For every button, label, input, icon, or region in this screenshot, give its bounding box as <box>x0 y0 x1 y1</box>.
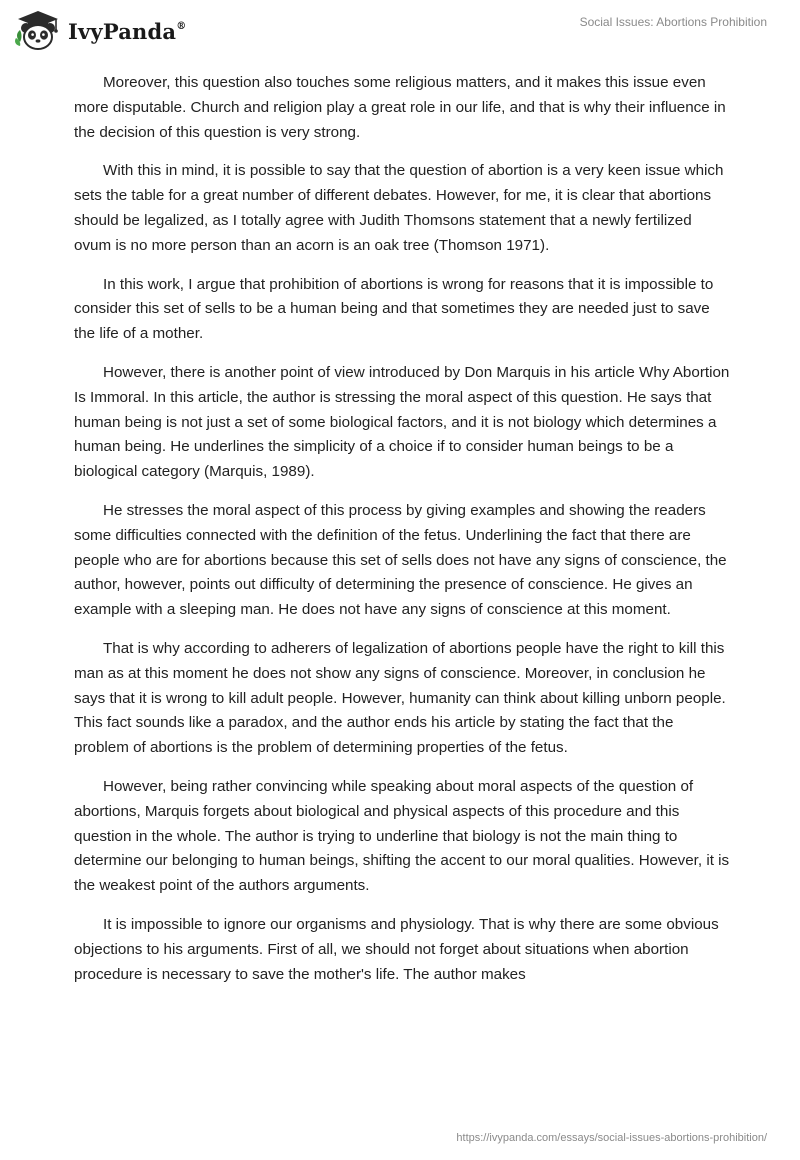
source-url[interactable]: https://ivypanda.com/essays/social-issues-abortions-prohibition/ <box>456 1132 767 1144</box>
document-title: Social Issues: Abortions Prohibition <box>579 15 767 29</box>
paragraph: With this in mind, it is possible to say that the question of abortion is a very keen issue which sets the table for a great number of different debates. However, for me, it is clear that abortions should be legalized, as I totally agree with Judith Thomsons statement that a newly fertilized ovum is no more person than an acorn is an oak tree (Thomson 1971). <box>74 162 724 254</box>
paragraph: He stresses the moral aspect of this process by giving examples and showing the readers some difficulties connected with the definition of the fetus. Underlining the fact that there are people who are for abortions because this set of sells does not have any signs of conscience, the author, however, points out difficulty of determining the presence of conscience. He gives an example with a sleeping man. He does not have any signs of conscience at this moment. <box>74 501 727 619</box>
ivypanda-logo[interactable] <box>14 8 186 52</box>
paragraph: That is why according to adherers of legalization of abortions people have the right to kill this man as at this moment he does not show any signs of conscience. Moreover, in conclusion he says that it is wrong to kill adult people. However, humanity can think about killing unborn people. This fact sounds like a paradox, and the author ends his article by stating the fact that the problem of abortions is the problem of determining properties of the fetus. <box>74 639 726 757</box>
paragraph: It is impossible to ignore our organisms and physiology. That is why there are some obvious objections to his arguments. First of all, we should not forget about situations when abortion procedure is necessary to save the mother's life. The author makes <box>74 915 719 983</box>
page-header <box>0 0 800 62</box>
brand-name: IvyPanda® <box>68 18 187 44</box>
essay-body <box>74 71 730 1001</box>
paragraph: However, there is another point of view introduced by Don Marquis in his article Why Abortion Is Immoral. In this article, the author is stressing the moral aspect of this question. He says that human being is not just a set of some biological factors, and it is not biology which determines a human being. He underlines the simplicity of a choice if to consider human beings to be a biological category (Marquis, 1989). <box>74 363 730 481</box>
paragraph: Moreover, this question also touches some religious matters, and it makes this issue even more disputable. Church and religion play a great role in our life, and that is why their influence in the decision of this question is very strong. <box>74 74 726 141</box>
paragraph: In this work, I argue that prohibition of abortions is wrong for reasons that it is impossible to consider this set of sells to be a human being and that sometimes they are needed just to save the life of a mother. <box>74 275 714 343</box>
panda-graduate-icon <box>14 8 62 52</box>
paragraph: However, being rather convincing while speaking about moral aspects of the question of abortions, Marquis forgets about biological and physical aspects of this procedure and this question in the whole. The author is trying to underline that biology is not the main thing to determine our belonging to human beings, shifting the accent to our moral qualities. However, it is the weakest point of the authors arguments. <box>74 777 730 895</box>
